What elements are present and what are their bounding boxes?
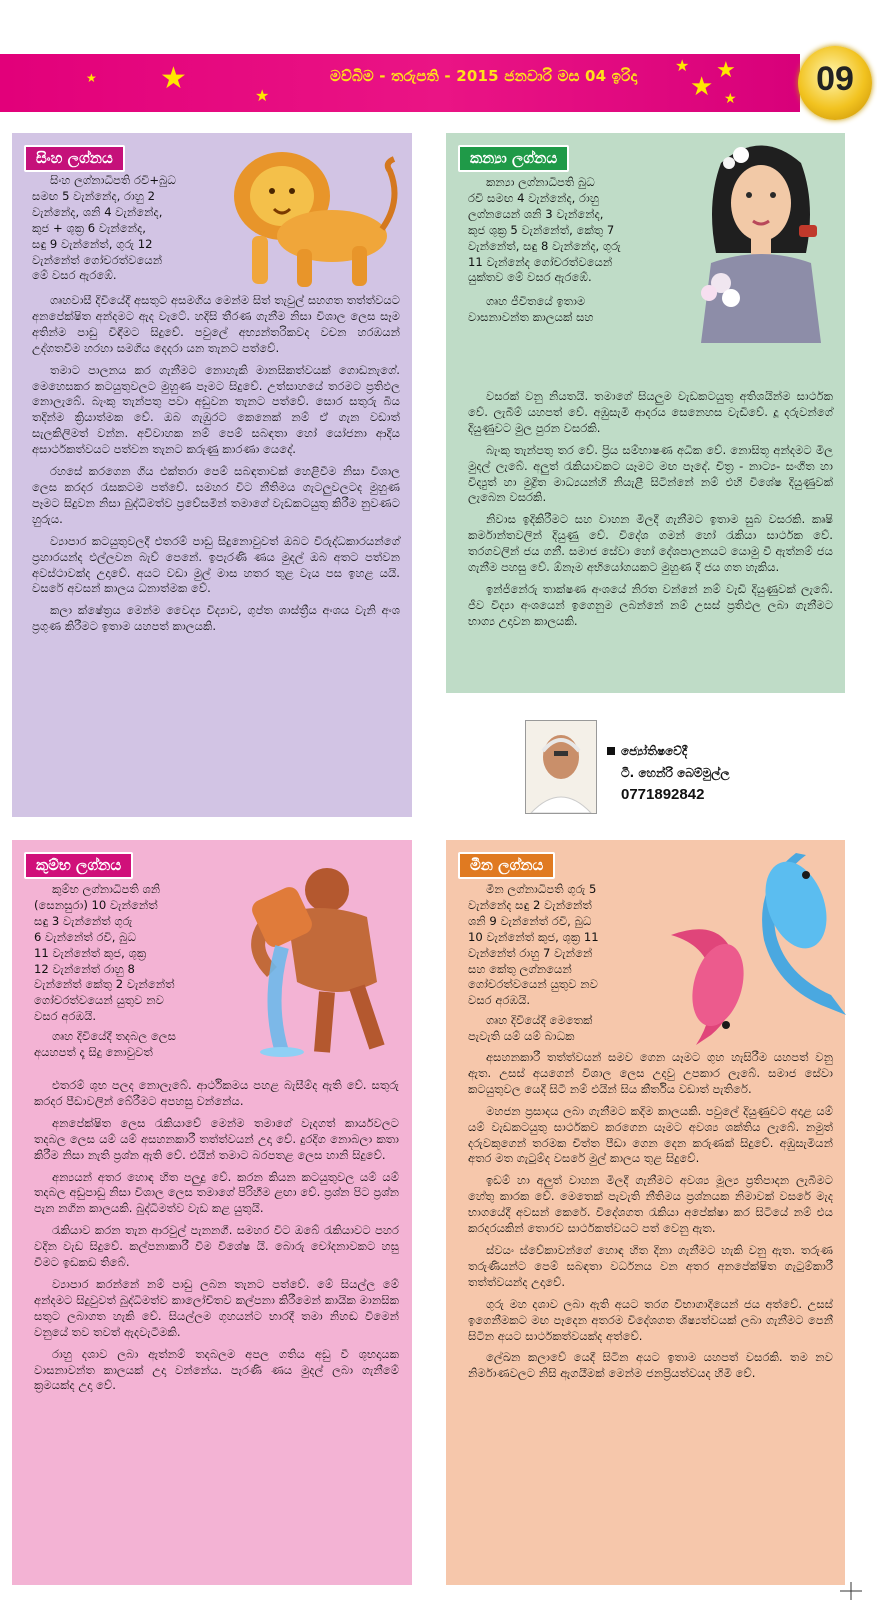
author-photo (525, 720, 597, 814)
section-title: සිංහ ලග්නය (24, 145, 125, 172)
intro-line: ගෘහ දිවියේදී මෙතෙක් (486, 1013, 593, 1028)
header-title: මව්බිම - තරුපති - 2015 ජනවාරි මස 04 ඉරිදා (330, 67, 638, 85)
section-body (468, 389, 833, 636)
section-simha (12, 133, 412, 817)
paragraph: ඉඩම් හා අලුත් වාහන මිලදී ගැනීමට අවශ්‍ය මූල්‍ය ප්‍රතිපාදන ලැබීමට හේතු කාරක වේ. මෙතෙක් පැවැති නීතිමය ප්‍රශ්නයක නිමාවක් වසරේ මැද භාගයේදී අවසන් කෙරේ. විදේශගත රැකියා අපේක්ෂා කර සිටියේ නම් එය කරදරයකින් තොරව සාර්ථකත්වයට පත් වෙනු ඇත. (468, 1173, 833, 1236)
intro-line: යුක්තව මේ වසර ඇරඹේ. (468, 270, 592, 285)
intro-line: කුජ ශුක්‍ර 5 වැන්නේත්, කේතු 7 (468, 222, 615, 237)
star-icon: ★ (86, 71, 97, 85)
intro-line: වාසනාවන්ත කාලයක් සහ (468, 310, 594, 325)
star-icon: ★ (255, 86, 270, 105)
intro-line: 10 වැන්නේත් කුජ, ශුක්‍ර 11 (468, 929, 599, 944)
intro-line: වැන්නේත් ගෝචරත්වයෙන් (32, 252, 163, 267)
intro-line: සහ කේතු ලග්නයෙන් (468, 961, 572, 976)
intro-line: ගෝචරත්වයෙන් යුතුව නව (468, 977, 598, 992)
intro-text (32, 173, 222, 284)
paragraph: ව්‍යාපාර කටයුතුවලදී එතරම් පාඩු සිදුනොවුවත් ඔබට විරුද්ධකාරයන්ගේ ප්‍රහාරයන්ද එල්ලවන බැව් පෙනේ. ඉපැරණි ණය මුදල් ඔබ අතට පත්වන අවස්ථාවක්ද උදාවේ. අයට වඩා මුල් මාස හතර තුළ වැය පස ඉහළ යයි. වසරේ අවසන් කාලය ධනාත්මක වේ. (32, 533, 400, 596)
intro-line: වසර අරඹයි. (468, 993, 531, 1008)
intro-line: (සෙනසුරා) 10 වැන්නේත් (34, 897, 158, 912)
intro-line: කුම්භ ලග්නාධිපති ශනි (52, 882, 161, 896)
intro-text (34, 882, 264, 1061)
lion-illustration (212, 141, 408, 291)
intro-line: 6 වැන්නේත් රවි, බුධ (34, 929, 137, 944)
intro-line: සඳු 3 වැන්නේත් ගුරු (34, 913, 133, 928)
intro-line: ගෘහ දිවියේදී තදබල ලෙස (52, 1029, 176, 1044)
intro-line: සමඟ 5 වැන්නේද, රාහු 2 (32, 188, 155, 203)
section-title: මීන ලග්නය (458, 852, 555, 879)
paragraph: එතරම් ශුභ පලද නොලැබේ. ආර්ථිකමය පහළ බැසීම්ද ඇති වේ. සතුරු කරදර පීඩාවලින් බේරීමට අපහසු වන්නේය. (34, 1078, 399, 1108)
paragraph: ගුරු මහ දශාව ලබා ඇති අයට තරග විභාගාදියෙන් ජය අත්වේ. උසස් ඉගෙනීමකට මඟ පෑදෙන අතරම විදේශගත ශිෂ්‍යත්වයක් ලබා ගැනීමට පෙනී සිටින අයට සාර්ථකත්වයක්ද අත්වේ. (468, 1296, 833, 1343)
page-number-badge (798, 46, 872, 120)
paragraph: ගෘහවාසී දිවියේදී අසතුට අසමගිය මෙන්ම සිත් තැවුල් සහගත තත්ත්වයට අනපේක්ෂිත අන්දමට ඇද වැටේ. හදිසි තීරණ ගැනීම නිසා විශාල ලෙස සෑම අතින්ම පාඩු විඳීමට සිදුවේ. පවුලේ අභ්‍යන්තරිකවද වචන හරඹයන් උද්ගතවීම හරහා සමගිය දෙදරා යන තැනට පත්වේ. (32, 293, 400, 355)
intro-line: වැන්නේත් කේතු 2 වැන්නේත් (34, 977, 175, 992)
intro-line: මේ වසර ඇරඹේ. (32, 268, 117, 283)
star-icon: ★ (690, 72, 714, 102)
section-body (34, 1078, 399, 1400)
section-body (468, 1050, 833, 1388)
star-icon: ★ (724, 91, 737, 107)
intro-line: වසර අරඹයි. (34, 1009, 97, 1024)
paragraph: රහසේ කරගෙන ගිය එක්තරා පෙම් සබඳතාවක් හෙළිවීම නිසා විශාල ලෙස කරදර රැසකටම පත්වේ. සමහර විට නීතිමය ගැටලුවලටද මුහුණ පෑමට සිදුවන නිසා බුද්ධිමත්ව ප්‍රවේසමින් තමාගේ වැඩකටයුතු කිරීම නුවණට හුරුය. (32, 464, 400, 526)
intro-line: පැවැති යම් යම් බාධක (468, 1029, 575, 1044)
paragraph: තමාට පාලනය කර ගැනීමට නොහැකි මානසිකත්වයක් ගොඩනැගේ. මෙහෙසකර කටයුතුවලට මුහුණ පෑමට සිදුවේ. උත්සාහයේ තරමට ප්‍රතිඵල නොලැබේ. බැංකු තැන්පතු පවා අඩුවන තැනට පත්වේ. සොර සතුරු බිය තදින්ම ක්‍රියාත්මක වේ. ඔබ ගැඹුරට කෙනෙක් නම් ඒ ගැන වඩාත් සැලකිලිමත් වන්න. අවිවාහක නම් පෙම් සබඳතා හෝ යෝජනා ආදිය අසාර්ථකත්වයට පත්වන තැනට කරුණු කාරණා යෙදේ. (32, 362, 400, 457)
intro-line: 11 වැන්නේත් කුජ, ශුක්‍ර (34, 945, 147, 960)
intro-line: වැන්නේද, ශනි 4 වැන්නේද, (32, 204, 163, 219)
intro-line: මීන ලග්නාධිපති ගුරු 5 (486, 882, 597, 896)
author-name: ටී. හෙන්රි බෙම්මුල්ල (621, 766, 730, 780)
maiden-illustration (681, 133, 841, 343)
paragraph: මහජන ප්‍රසාදය ලබා ගැනීමට කදිම කාලයකි. පවුලේ දියුණුවට අදාළ යම් යම් වැඩකටයුතු සාර්ථකව කරගෙන යෑමට අවශ්‍ය ශක්තිය ලැබේ. නමුත් දරුවකුගෙන් තරමක චිත්ත පීඩා ගෙන දෙන කරුණක් සිදුවේ. අඹුසැමියන් අතර මත ගැටුම්ද වසරේ මුල් කාලය තුළ සිදුවේ. (468, 1103, 833, 1166)
star-icon: ★ (160, 61, 187, 96)
paragraph: ඉන්ජිනේරු තාක්ෂණ අංශයේ නිරත වන්නේ නම් වැඩි දියුණුවක් ලැබේ. ජීව විද්‍යා අංශයෙන් ඉගෙනුම ලබන්නේ නම් උසස් ප්‍රතිඵල ලබා ගැනීමට භාග්‍ය උදාවන කාලයකි. (468, 581, 833, 628)
star-icon: ★ (675, 56, 690, 75)
intro-line: ශනි 9 වැන්නේත් රවි, බුධ (468, 913, 592, 928)
intro-line: සිංහ ලග්නාධිපති රවි+බුධ (50, 173, 176, 187)
section-body (32, 293, 400, 641)
paragraph: ලේඛන කලාවේ යෙදී සිටින අයට ඉතාම යහපත් වසරකි. තම නව නිර්මාණවලට නිසි ඇගයීමක් මෙන්ම ජනප්‍රියත්වයද හිමි වේ. (468, 1350, 833, 1381)
intro-line: ගෘහ ජීවිතයේ ඉතාම (486, 294, 586, 309)
section-title: කුම්භ ලග්නය (24, 852, 133, 879)
paragraph: රැකියාව කරන තැන ආරවුල් පැනනගී. සමහර විට ඔබේ රැකියාවට පහර වදින වැඩ සිදුවේ. කල්පනාකාරී වීම විශේෂ යි. බොරු චෝදනාවකට හසු වීමට ඉඩකඩ තිබේ. (34, 1223, 399, 1270)
paragraph: අසහනකාරී තත්ත්වයන් සමව ගෙන යෑමට ගුහ හැසිරීම යහපත් වනු ඇත. උසස් අයගෙන් විශාල ලෙස උදවු උපකාර ලැබේ. සමාජ සේවා කටයුතුවල යෙදී සිටී නම් එයින් සිය කීර්තිය වඩාත් පැතිරේ. (468, 1050, 833, 1096)
page-number: 09 (816, 60, 854, 98)
intro-line: වැන්නේත්, සඳු 8 වැන්නේද, ගුරු (468, 238, 621, 253)
intro-line: ගෝචරත්වයෙන් යුතුව නව (34, 993, 164, 1008)
intro-line: වැන්නේද සඳු 2 වැන්නේත් (468, 897, 592, 912)
intro-text (468, 882, 683, 1045)
intro-line: කුජ + ශුක්‍ර 6 වැන්නේද, (32, 220, 146, 235)
bullet-icon (607, 747, 615, 755)
paragraph: වසරක් වනු නියතයි. තමාගේ සියලුම වැඩකටයුතු අතිශයින්ම සාර්ථක වේ. ලැබීම් යහපත් වේ. අඹුසැමි ආදරය සෙනෙහස වැඩිවේ. දූ දරුවන්ගේ දියුණුවට මුල පුරන වසරකි. (468, 389, 833, 435)
header-band (0, 54, 800, 112)
section-title: කන්‍යා ලග්නය (458, 145, 569, 172)
paragraph: ස්වයං ස්වේකාවන්ගේ හොඳ හිත දිනා ගැනීමට හැකි වනු ඇත. තරුණ තරුණියන්ට පෙම් සබඳතා වර්ධනය වන අතර අනපේක්ෂිත ගැටුම්කාරී තත්ත්වයන්ද උදාවේ. (468, 1242, 833, 1289)
author-block (525, 720, 855, 815)
intro-line: අයහපත් දෑ සිදු නොවුවත් (34, 1045, 153, 1060)
paragraph: නිවාස ඉදිකිරීමට සහ වාහන මිලදී ගැනීමට ඉතාම සුබ වසරකි. කෘෂි කර්මාන්තවලින් දියුණු වේ. විදේශ ගමන් හෝ රැකියා සාර්ථක වේ. තරගවලින් ජය ගනී. සමාජ සේවා හෝ දේශපාලනයට යොමු වී ඇත්නම් ජය ගැනීම පහසු වේ. ඕනෑම අභියෝගයකට මුහුණ දී ජය ගත හැකිය. (468, 512, 833, 575)
intro-line: ලග්නයෙන් ශනි 3 වැන්නේද, (468, 206, 604, 221)
crop-mark-icon (840, 1582, 862, 1600)
author-info (607, 740, 729, 806)
intro-line: 11 වැන්නේද ගෝචරත්වයෙන් (468, 254, 613, 269)
intro-line: සඳු 9 වැන්නේත්, ගුරු 12 (32, 236, 153, 251)
intro-line: වැන්නේත් රාහු 7 වැන්නේ (468, 945, 593, 960)
intro-line: 12 වැන්නේත් රාහු 8 (34, 961, 135, 976)
paragraph: ව්‍යාපාර කරන්නේ නම් පාඩු ලබන තැනට පත්වේ. මේ සියල්ල මේ අන්දමට සිදුවුවත් බුද්ධිමත්ව කාලෝචිතව කල්පනා කිරීමෙන් කායික මානසික සතුට ලබාගත හැකි වේ. සියල්ලම ගුහයන්ට භාරදී තමා නිහඬ වීමෙන් වනුයේ තව තවත් ඇදවැටීමකි. (34, 1276, 399, 1339)
paragraph: අනපේක්ෂිත ලෙස රැකියාවේ මෙන්ම තමාගේ වැදගත් කාර්යවලට තදබල ලෙස යම් යම් අසහනකාරී තත්ත්වයන් උදා වේ. දුරදිග නොබලා කතා කිරීම නිසා නැති ප්‍රශ්න ඇති වේ. එයින් තමාට බරපතළ ලෙස හානි සිදුවේ. (34, 1115, 399, 1162)
author-phone: 0771892842 (621, 786, 705, 803)
author-title: ජ්‍යෝතිෂවේදී (621, 744, 688, 758)
star-icon: ★ (716, 58, 736, 83)
section-kumbha (12, 840, 412, 1585)
section-kanya (446, 133, 845, 693)
paragraph: කලා ක්ෂේත්‍රය මෙන්ම වෛද්‍ය විද්‍යාව, ගුප්ත ශාස්ත්‍රීය අංශය වැනි අංශ ප්‍රගුණ කිරීමට ඉතාම යහපත් කාලයකි. (32, 603, 400, 634)
intro-text (468, 175, 698, 326)
paragraph: බැංකු තැන්පතු තර වේ. ප්‍රිය සම්භාෂණ අධික වේ. නොසිතූ අන්දමට මිල මුදල් ලැබේ. අලුත් රැකියාවකට යෑමට මඟ පෑදේ. චිත්‍ර - නාට්‍ය- සංගීත හා විද්‍යුත් හා මුද්‍රිත මාධ්‍යයන්හි නියැළී සිටින්නේ නම් එහි විශේෂ දියුණුවක් ලැබෙන වසරකි. (468, 442, 833, 505)
intro-line: කන්‍යා ලග්නාධිපති බුධ (486, 175, 595, 189)
intro-line: රවි සමඟ 4 වැන්නේද, රාහු (468, 190, 599, 205)
paragraph: අන්‍යයන් අතර හොඳ හිත පලුදු වේ. කරන කියන කටයුතුවල යම් යම් තදබල අඩුපාඩු නිසා විශාල ලෙස තමාගේ පිරිහීම ළඟා වේ. ප්‍රශ්න පිට ප්‍රශ්න පැන නගින කාලයකි. බුද්ධිමත්ව වැඩ කළ යුතුයි. (34, 1169, 399, 1216)
paragraph: රාහු දශාව ලබා ඇත්නම් තදබලම අපල ගතිය අඩු වී ශුභදායක වාසනාවන්ත කාලයක් උදා වන්නේය. පැරණි ණය මුදල් ලබා ගැනීමේ ක්‍රමයක්ද උදා වේ. (34, 1346, 399, 1393)
section-meena (446, 840, 845, 1585)
fish-illustration (656, 845, 846, 1065)
